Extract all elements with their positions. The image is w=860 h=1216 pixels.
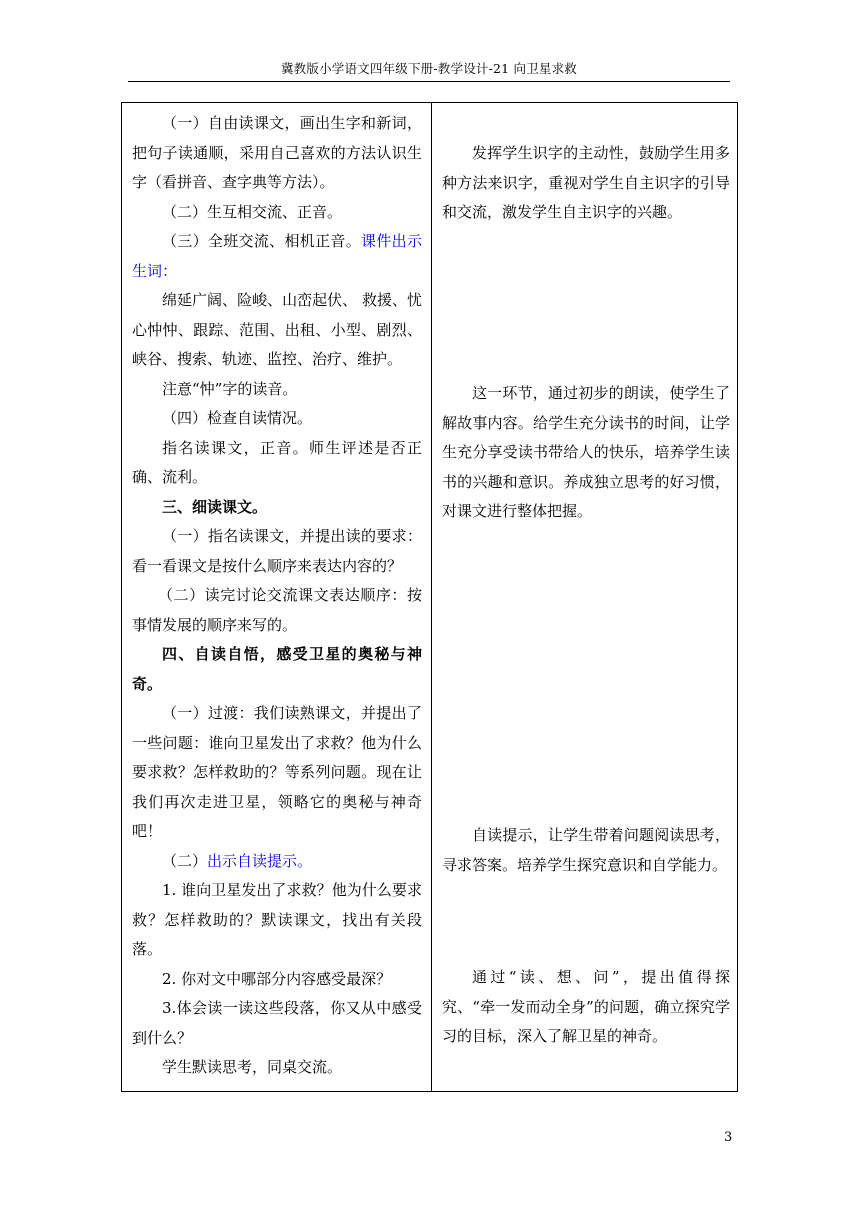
lesson-table xyxy=(121,102,738,1092)
column-divider xyxy=(431,103,432,1091)
intent-note-literacy: 发挥学生识字的主动性，鼓励学生用多种方法来识字，重视对学生自主识字的引导和交流，激发学生自主识字的兴趣。 xyxy=(442,144,730,221)
teaching-process-column xyxy=(132,109,422,1083)
step-free-reading: （一）自由读课文，画出生字和新词，把句子读通顺，采用自己喜欢的方法认识生字（看拼音、查字典等方法）。 xyxy=(132,114,422,191)
intent-note-reading: 这一环节，通过初步的朗读，使学生了解故事内容。给学生充分读书的时间，让学生充分享受读书带给人的快乐，培养学生读书的兴趣和意识。养成独立思考的好习惯，对课文进行整体把握。 xyxy=(442,384,730,520)
self-reading-prompts-link: 出示自读提示。 xyxy=(207,851,313,870)
pronunciation-note: 注意“忡”字的读音。 xyxy=(162,379,298,398)
step-class-exchange xyxy=(132,227,422,286)
step-read-requirement: （一）指名读课文，并提出读的要求：看一看课文是按什么顺序来表达内容的？ xyxy=(132,527,422,575)
new-words-list: 绵延广阔、险峻、山峦起伏、 救援、忧心忡忡、跟踪、范围、出租、小型、剧烈、峡谷、搜索、轨迹、监控、治疗、维护。 xyxy=(132,291,422,368)
courseware-new-words-link: 课件出示生词： xyxy=(132,232,422,280)
page-number: 3 xyxy=(724,1130,733,1145)
prompt-question-2: 2. 你对文中哪部分内容感受最深？ xyxy=(162,969,392,988)
section-heading-self-reading: 四、自读自悟，感受卫星的奥秘与神奇。 xyxy=(132,645,422,693)
step-check-reading: （四）检查自读情况。 xyxy=(162,409,313,427)
intent-note-self-reading: 自读提示，让学生带着问题阅读思考，寻求答案。培养学生探究意识和自学能力。 xyxy=(442,826,730,874)
section-heading-close-reading: 三、细读课文。 xyxy=(162,497,268,516)
step-show-prompts xyxy=(132,847,422,877)
step-named-reading: 指名读课文，正音。师生评述是否正确、流利。 xyxy=(132,438,422,486)
step-peer-exchange: （二）生互相交流、正音。 xyxy=(162,202,343,221)
prompt-question-3: 3.体会读一读这些段落，你又从中感受到什么？ xyxy=(132,999,422,1047)
running-header: 冀教版小学语文四年级下册-教学设计-21 向卫星求救 xyxy=(280,61,578,76)
step-class-exchange-text: （三）全班交流、相机正音。 xyxy=(162,232,362,250)
step-silent-reading: 学生默读思考，同桌交流。 xyxy=(162,1058,343,1076)
header-rule xyxy=(128,81,730,82)
intent-note-inquiry: 通过“读、想、问”，提出值得探究、“牵一发而动全身”的问题，确立探究学习的目标，深入了解卫星的神奇。 xyxy=(442,968,730,1045)
prompt-question-1: 1. 谁向卫星发出了求救？他为什么要求救？怎样救助的？默读课文，找出有关段落。 xyxy=(132,881,422,958)
step-show-prompts-number: （二） xyxy=(162,851,208,870)
step-discuss-order: （二）读完讨论交流课文表达顺序：按事情发展的顺序来写的。 xyxy=(132,586,422,634)
step-transition: （一）过渡：我们读熟课文，并提出了一些问题：谁向卫星发出了求救？他为什么要求救？怎样救助的？等系列问题。现在让我们再次走进卫星，领略它的奥秘与神奇吧！ xyxy=(132,704,422,840)
